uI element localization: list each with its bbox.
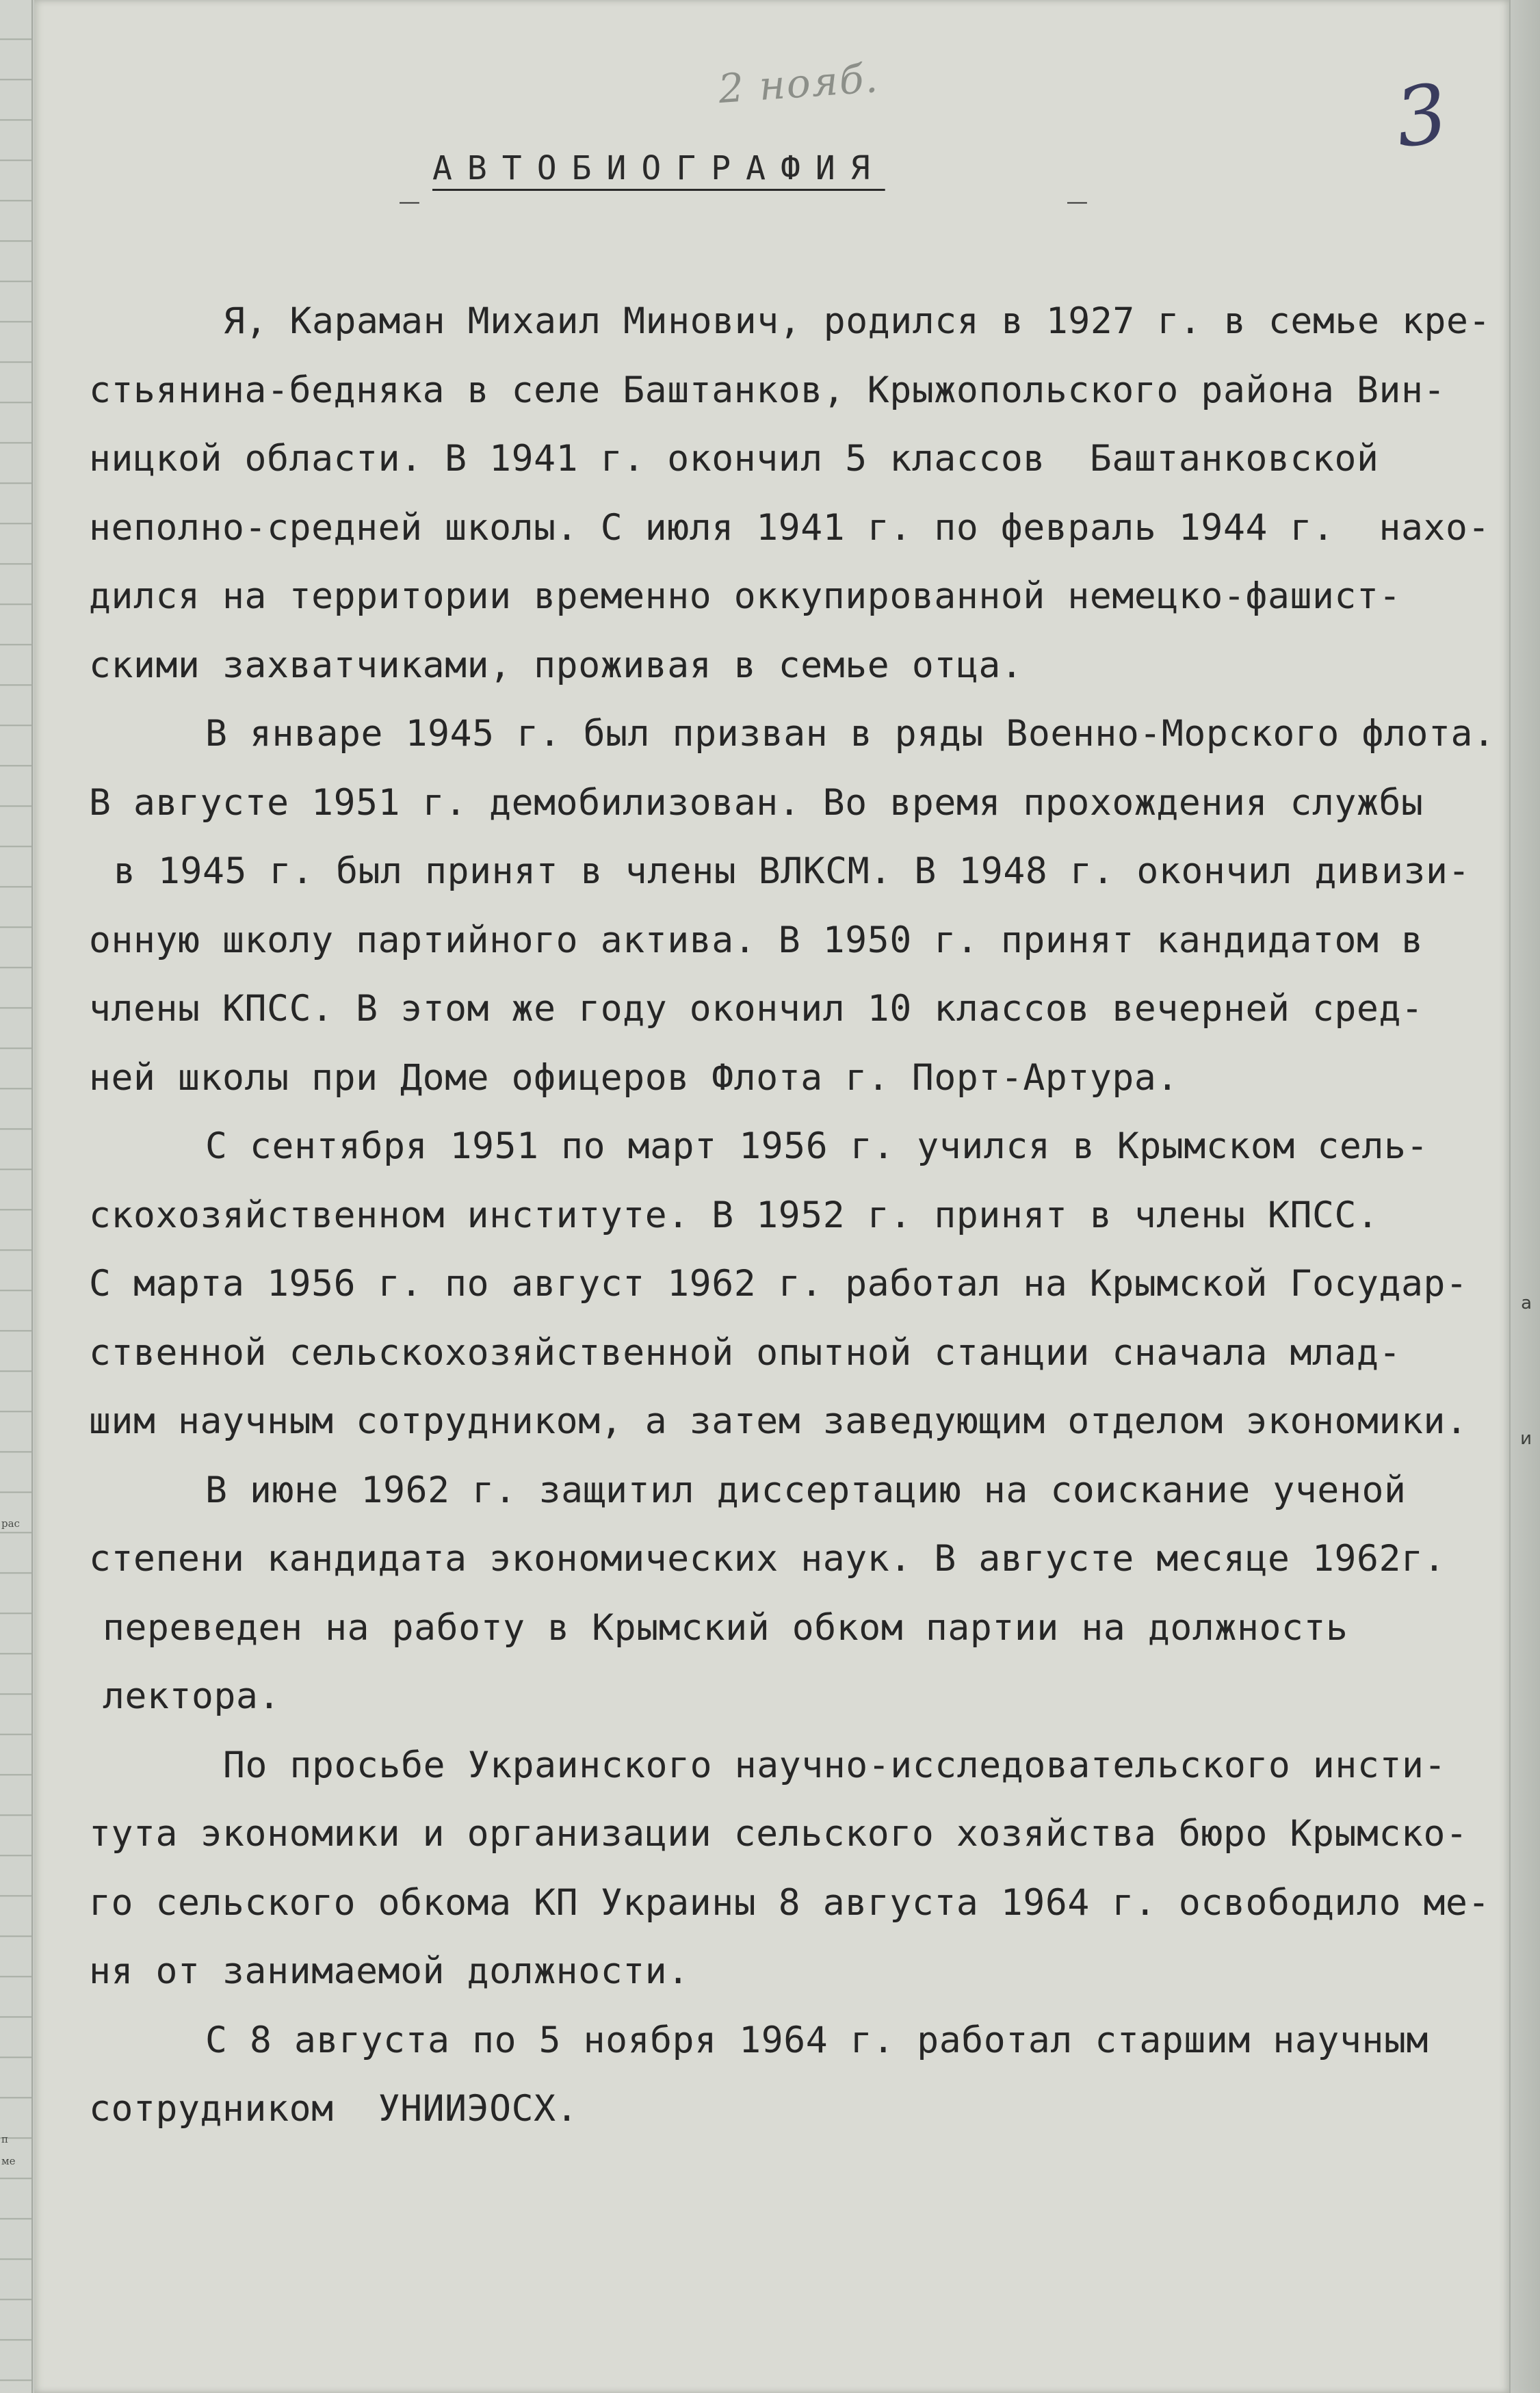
text-line: С 8 августа по 5 ноября 1964 г. работал старшим научным	[205, 2019, 1428, 2061]
text-line: стьянина-бедняка в селе Баштанков, Крыжопольского района Вин-	[89, 369, 1446, 411]
text-line: дился на территории временно оккупированной немецко-фашист-	[89, 575, 1402, 617]
text-line: ницкой области. В 1941 г. окончил 5 классов Баштанковской	[89, 438, 1379, 480]
text-line: в 1945 г. был принят в члены ВЛКСМ. В 1948 г. окончил дивизи-	[114, 850, 1471, 892]
text-line: С сентября 1951 по март 1956 г. учился в Крымском сель-	[205, 1125, 1428, 1167]
text-line: скохозяйственном институте. В 1952 г. принят в члены КПСС.	[89, 1194, 1379, 1236]
handwritten-margin-note: 2 нояб.	[716, 54, 880, 113]
text-line: По просьбе Украинского научно-исследовательского инсти-	[223, 1744, 1446, 1786]
handwritten-page-number: 3	[1389, 65, 1454, 166]
left-edge-fragment: ме	[1, 2155, 16, 2167]
right-edge-fragment: и	[1520, 1428, 1532, 1449]
text-line: Я, Караман Михаил Минович, родился в 1927 г. в семье кре-	[223, 300, 1491, 342]
text-line: степени кандидата экономических наук. В августе месяце 1962г.	[89, 1538, 1446, 1580]
left-edge-fragment: рас	[1, 1517, 20, 1530]
right-edge-fragment: а	[1521, 1293, 1532, 1313]
text-line: В июне 1962 г. защитил диссертацию на соискание ученой	[205, 1469, 1407, 1511]
text-line: ственной сельскохозяйственной опытной станции сначала млад-	[89, 1331, 1402, 1374]
title-dash-right: _	[1067, 166, 1087, 204]
text-line: скими захватчиками, проживая в семье отца.	[89, 644, 1023, 686]
text-line: С марта 1956 г. по август 1962 г. работал на Крымской Государ-	[89, 1263, 1468, 1305]
text-line: члены КПСС. В этом же году окончил 10 классов вечерней сред-	[89, 988, 1424, 1030]
text-line: тута экономики и организации сельского хозяйства бюро Крымско-	[89, 1813, 1468, 1855]
title-dash-left: _	[400, 166, 419, 204]
document-body	[89, 287, 1519, 2144]
text-line: сотрудником УНИИЭОСХ.	[89, 2088, 579, 2130]
left-edge-fragment: п	[1, 2133, 8, 2145]
text-line: В августе 1951 г. демобилизован. Во время прохождения службы	[89, 781, 1424, 824]
text-line: ней школы при Доме офицеров Флота г. Порт-Артура.	[89, 1056, 1179, 1099]
text-line: переведен на работу в Крымский обком партии на должность	[103, 1606, 1348, 1649]
document-title: АВТОБИОГРАФИЯ	[432, 149, 885, 187]
text-line: шим научным сотрудником, а затем заведующим отделом экономики.	[89, 1400, 1468, 1442]
text-line: го сельского обкома КП Украины 8 августа 1964 г. освободило ме-	[89, 1881, 1491, 1924]
text-line: В январе 1945 г. был призван в ряды Военно-Морского флота.	[205, 713, 1496, 755]
text-line: онную школу партийного актива. В 1950 г. принят кандидатом в	[89, 919, 1424, 961]
folder-binding-edge	[0, 0, 33, 2393]
text-line: неполно-средней школы. С июля 1941 г. по февраль 1944 г. нахо-	[89, 506, 1491, 549]
text-line: лектора.	[103, 1675, 281, 1717]
text-line: ня от занимаемой должности.	[89, 1950, 690, 1992]
